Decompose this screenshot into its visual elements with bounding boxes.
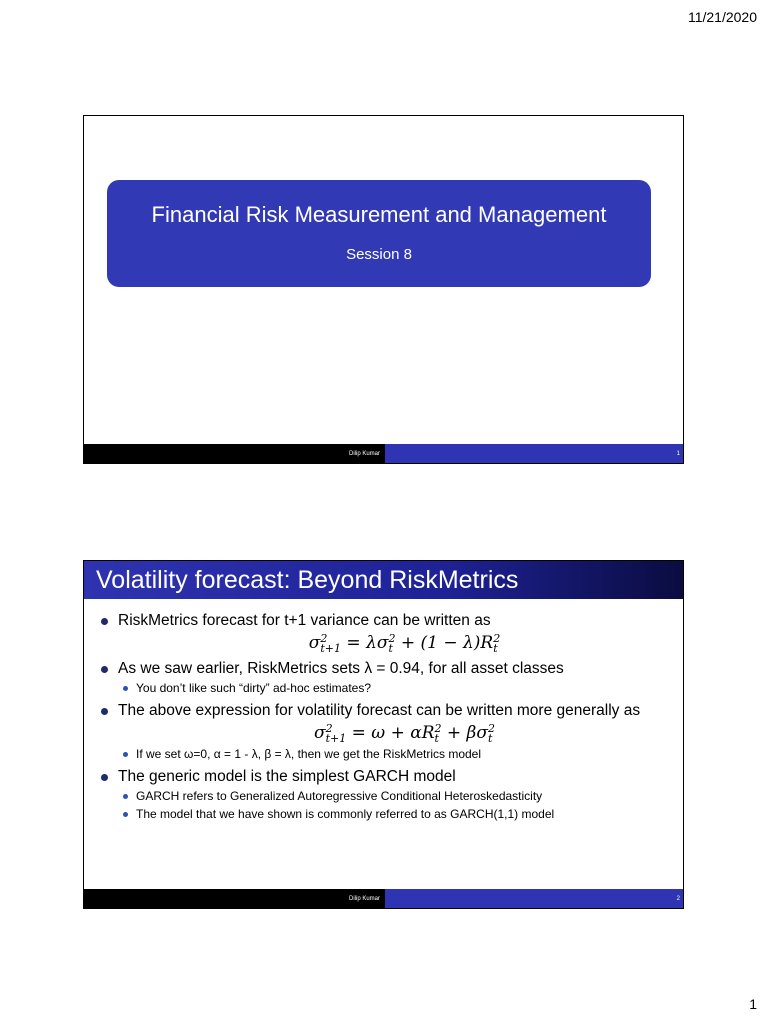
slide-1-title: Financial Risk Measurement and Management bbox=[151, 202, 607, 227]
slide-1 bbox=[83, 115, 684, 464]
slide-2 bbox=[83, 560, 684, 909]
slide-1-footer bbox=[84, 444, 683, 463]
bullet-riskmetrics-forecast: RiskMetrics forecast for t+1 variance can be written as bbox=[98, 611, 671, 631]
sub-bullet-dirty-estimates: You don’t like such “dirty” ad-hoc estimates? bbox=[98, 679, 671, 697]
sub-bullet-parameters: If we set ω=0, α = 1 - λ, β = λ, then we get the RiskMetrics model bbox=[98, 745, 671, 763]
bullet-garch-model: The generic model is the simplest GARCH model bbox=[98, 767, 671, 787]
bullet-general-expression: The above expression for volatility forecast can be written more generally as bbox=[98, 701, 671, 721]
page-number: 1 bbox=[749, 996, 757, 1012]
footer-slide-number: 2 bbox=[384, 889, 683, 908]
footer-author: Dilip Kumar bbox=[84, 444, 384, 463]
sub-bullet-garch-definition: GARCH refers to Generalized Autoregressive Conditional Heteroskedasticity bbox=[98, 787, 671, 805]
page-date: 11/21/2020 bbox=[687, 9, 757, 25]
slide-2-body bbox=[98, 607, 671, 823]
garch-formula: σ 2 t+1 = ω + αR 2 t + βσ 2 t bbox=[314, 721, 495, 745]
footer-slide-number: 1 bbox=[384, 444, 683, 463]
bullet-lambda: As we saw earlier, RiskMetrics sets λ = 0.94, for all asset classes bbox=[98, 659, 671, 679]
slide-1-subtitle: Session 8 bbox=[346, 246, 412, 263]
riskmetrics-formula: σ 2 t+1 = λσ 2 t + (1 − λ)R 2 t bbox=[308, 631, 501, 655]
sub-bullet-garch-11: The model that we have shown is commonly referred to as GARCH(1,1) model bbox=[98, 805, 671, 823]
slide-2-title: Volatility forecast: Beyond RiskMetrics bbox=[84, 561, 683, 599]
title-box bbox=[107, 180, 651, 287]
footer-author: Dilip Kumar bbox=[84, 889, 384, 908]
slide-2-footer bbox=[84, 889, 683, 908]
